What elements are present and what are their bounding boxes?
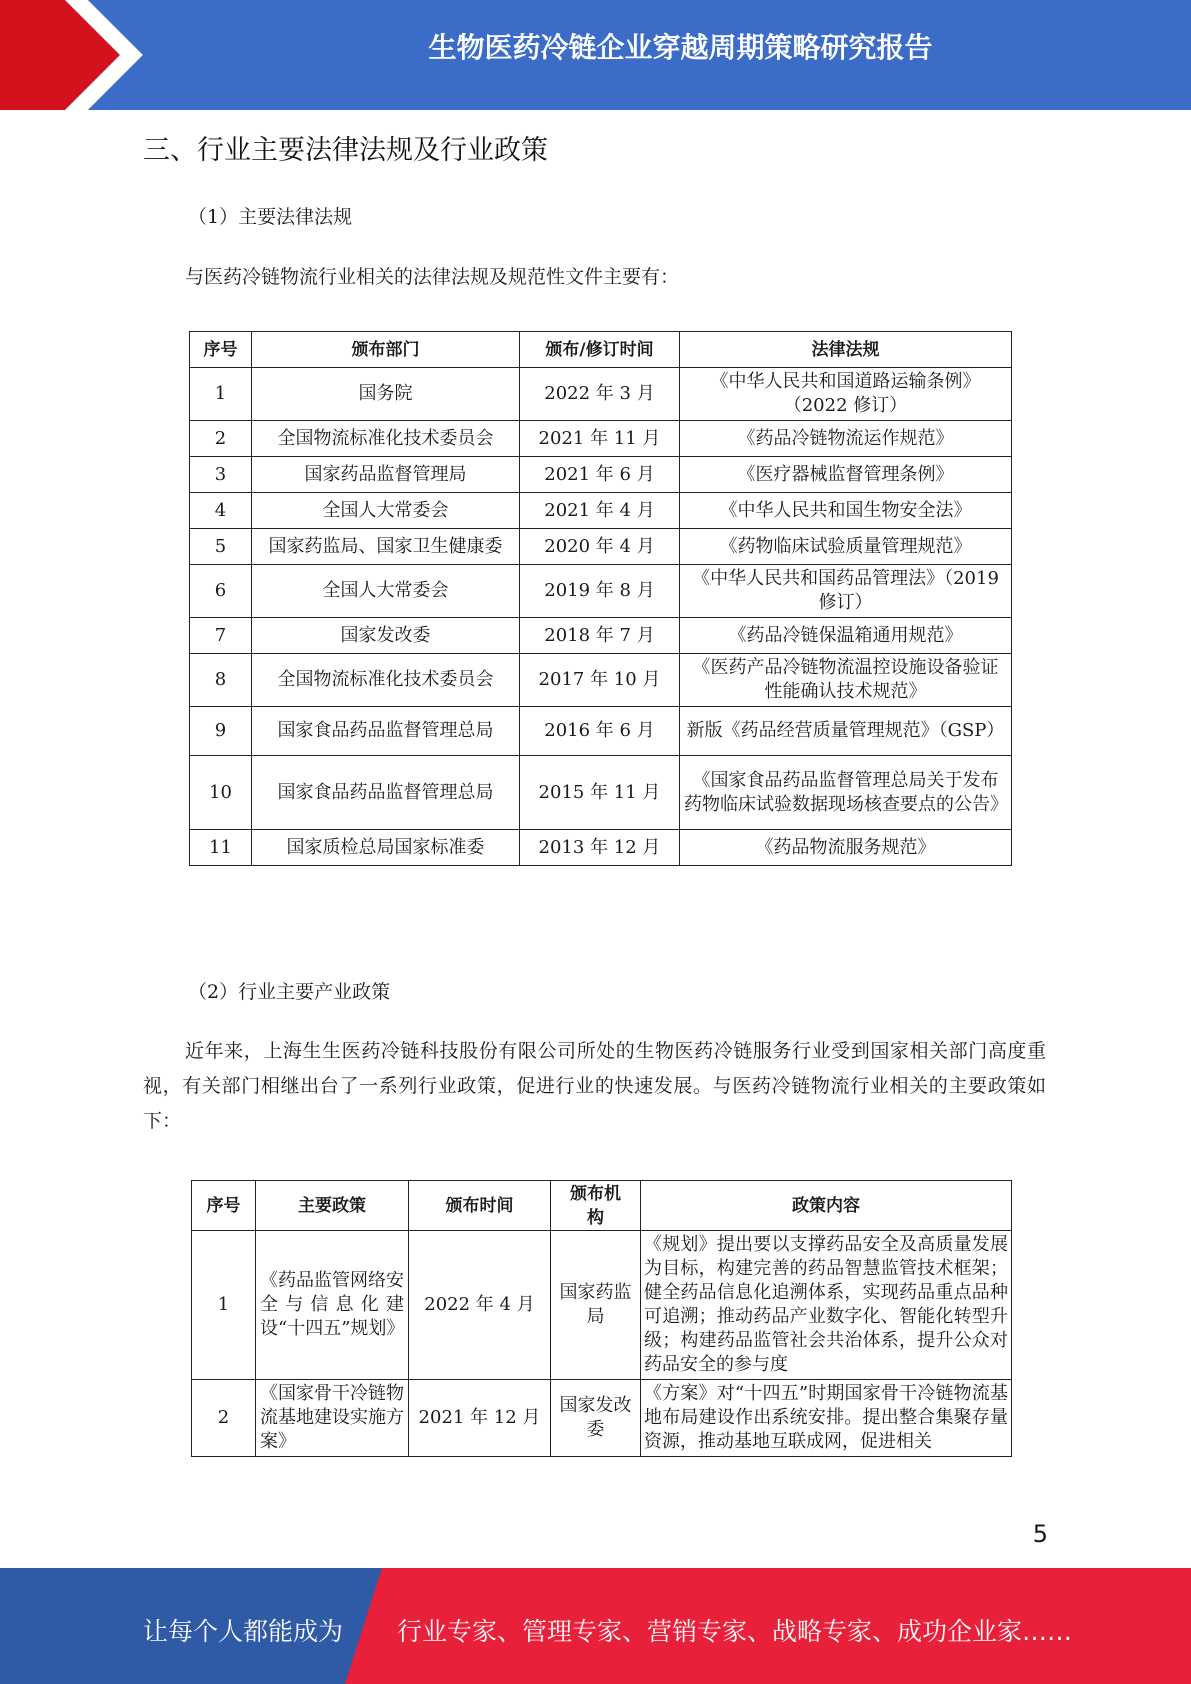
- section-heading: 三、行业主要法律法规及行业政策: [143, 135, 548, 166]
- report-title: 生物医药冷链企业穿越周期策略研究报告: [428, 31, 933, 64]
- table-cell: 全国人大常委会: [252, 565, 520, 618]
- table-cell: 2016 年 6 月: [520, 707, 680, 756]
- table-cell: 国家食品药品监督管理总局: [252, 756, 520, 830]
- table-cell: 2020 年 4 月: [520, 529, 680, 565]
- column-header: 颁布时间: [409, 1181, 551, 1231]
- column-header: 法律法规: [680, 332, 1012, 368]
- table-cell: 国务院: [252, 368, 520, 421]
- column-header: 颁布/修订时间: [520, 332, 680, 368]
- table-cell: 国家药监局: [551, 1231, 641, 1380]
- table-cell: 《医药产品冷链物流温控设施设备验证性能确认技术规范》: [680, 654, 1012, 707]
- table-cell: 全国人大常委会: [252, 493, 520, 529]
- table-cell: 国家质检总局国家标准委: [252, 830, 520, 866]
- footer-slogan-right: 行业专家、管理专家、营销专家、战略专家、成功企业家……: [397, 1617, 1073, 1646]
- table-cell: 6: [190, 565, 252, 618]
- table-cell: 国家药品监督管理局: [252, 457, 520, 493]
- table-cell: 《规划》提出要以支撑药品安全及高质量发展为目标，构建完善的药品智慧监管技术框架；健全药品信息化追溯体系，实现药品重点品种可追溯；推动药品产业数字化、智能化转型升级；构建药品监管社会共治体系，提升公众对药品安全的参与度: [641, 1231, 1012, 1380]
- table-row: [192, 1380, 1012, 1457]
- policy-table: [191, 1180, 1012, 1457]
- table-row: [190, 707, 1012, 756]
- policy-intro-paragraph: 近年来，上海生生医药冷链科技股份有限公司所处的生物医药冷链服务行业受到国家相关部门高度重视，有关部门相继出台了一系列行业政策，促进行业的快速发展。与医药冷链物流行业相关的主要政策如下：: [143, 1040, 1046, 1132]
- table-cell: 2013 年 12 月: [520, 830, 680, 866]
- table-cell: 2015 年 11 月: [520, 756, 680, 830]
- table-cell: 2021 年 11 月: [520, 421, 680, 457]
- table-cell: 《药品监管网络安全与信息化建设“十四五”规划》: [256, 1231, 409, 1380]
- table-cell: 《药品物流服务规范》: [680, 830, 1012, 866]
- laws-table: [189, 331, 1012, 866]
- table-header-row: [190, 332, 1012, 368]
- table-cell: 国家药监局、国家卫生健康委: [252, 529, 520, 565]
- table-cell: 11: [190, 830, 252, 866]
- table-row: [190, 529, 1012, 565]
- table-row: [190, 830, 1012, 866]
- table-cell: 2021 年 12 月: [409, 1380, 551, 1457]
- table-header-row: [192, 1181, 1012, 1231]
- column-header: 序号: [192, 1181, 256, 1231]
- column-header: 序号: [190, 332, 252, 368]
- table-cell: 《医疗器械监督管理条例》: [680, 457, 1012, 493]
- table-row: [190, 565, 1012, 618]
- table-cell: 《中华人民共和国生物安全法》: [680, 493, 1012, 529]
- header-arrow-decoration: [0, 0, 150, 110]
- table-cell: 《药品冷链物流运作规范》: [680, 421, 1012, 457]
- table-cell: 10: [190, 756, 252, 830]
- table-cell: 1: [190, 368, 252, 421]
- table-cell: 3: [190, 457, 252, 493]
- table-cell: 《方案》对“十四五”时期国家骨干冷链物流基地布局建设作出系统安排。提出整合集聚存量资源，推动基地互联成网，促进相关: [641, 1380, 1012, 1457]
- table-cell: 国家食品药品监督管理总局: [252, 707, 520, 756]
- table-cell: 全国物流标准化技术委员会: [252, 421, 520, 457]
- header-banner: [0, 0, 1191, 110]
- table-row: [190, 756, 1012, 830]
- table-cell: 2018 年 7 月: [520, 618, 680, 654]
- column-header: 颁布机构: [551, 1181, 641, 1231]
- laws-intro-text: 与医药冷链物流行业相关的法律法规及规范性文件主要有：: [185, 266, 680, 288]
- table-cell: 2: [190, 421, 252, 457]
- table-cell: 1: [192, 1231, 256, 1380]
- table-cell: 2022 年 3 月: [520, 368, 680, 421]
- table-row: [190, 493, 1012, 529]
- table-cell: 国家发改委: [252, 618, 520, 654]
- subsection-laws-heading: （1）主要法律法规: [188, 206, 353, 228]
- table-row: [190, 421, 1012, 457]
- table-cell: 国家发改委: [551, 1380, 641, 1457]
- table-cell: 2017 年 10 月: [520, 654, 680, 707]
- table-cell: 2021 年 6 月: [520, 457, 680, 493]
- table-row: [190, 457, 1012, 493]
- column-header: 颁布部门: [252, 332, 520, 368]
- table-cell: 全国物流标准化技术委员会: [252, 654, 520, 707]
- table-cell: 2022 年 4 月: [409, 1231, 551, 1380]
- footer-slogan-left: 让每个人都能成为: [143, 1617, 344, 1646]
- table-cell: 7: [190, 618, 252, 654]
- table-row: [192, 1231, 1012, 1380]
- table-cell: 《国家骨干冷链物流基地建设实施方案》: [256, 1380, 409, 1457]
- table-row: [190, 654, 1012, 707]
- table-cell: 2019 年 8 月: [520, 565, 680, 618]
- table-cell: 《中华人民共和国道路运输条例》（2022 修订）: [680, 368, 1012, 421]
- table-cell: 《药物临床试验质量管理规范》: [680, 529, 1012, 565]
- table-cell: 2021 年 4 月: [520, 493, 680, 529]
- column-header: 政策内容: [641, 1181, 1012, 1231]
- table-cell: 《中华人民共和国药品管理法》（2019 修订）: [680, 565, 1012, 618]
- table-row: [190, 618, 1012, 654]
- column-header: 主要政策: [256, 1181, 409, 1231]
- table-cell: 《药品冷链保温箱通用规范》: [680, 618, 1012, 654]
- table-cell: 4: [190, 493, 252, 529]
- table-cell: 5: [190, 529, 252, 565]
- table-cell: 2: [192, 1380, 256, 1457]
- subsection-policy-heading: （2）行业主要产业政策: [188, 981, 391, 1003]
- table-cell: 8: [190, 654, 252, 707]
- table-row: [190, 368, 1012, 421]
- table-cell: 9: [190, 707, 252, 756]
- page-number: 5: [1032, 1520, 1048, 1548]
- table-cell: 《国家食品药品监督管理总局关于发布药物临床试验数据现场核查要点的公告》: [680, 756, 1012, 830]
- table-cell: 新版《药品经营质量管理规范》（GSP）: [680, 707, 1012, 756]
